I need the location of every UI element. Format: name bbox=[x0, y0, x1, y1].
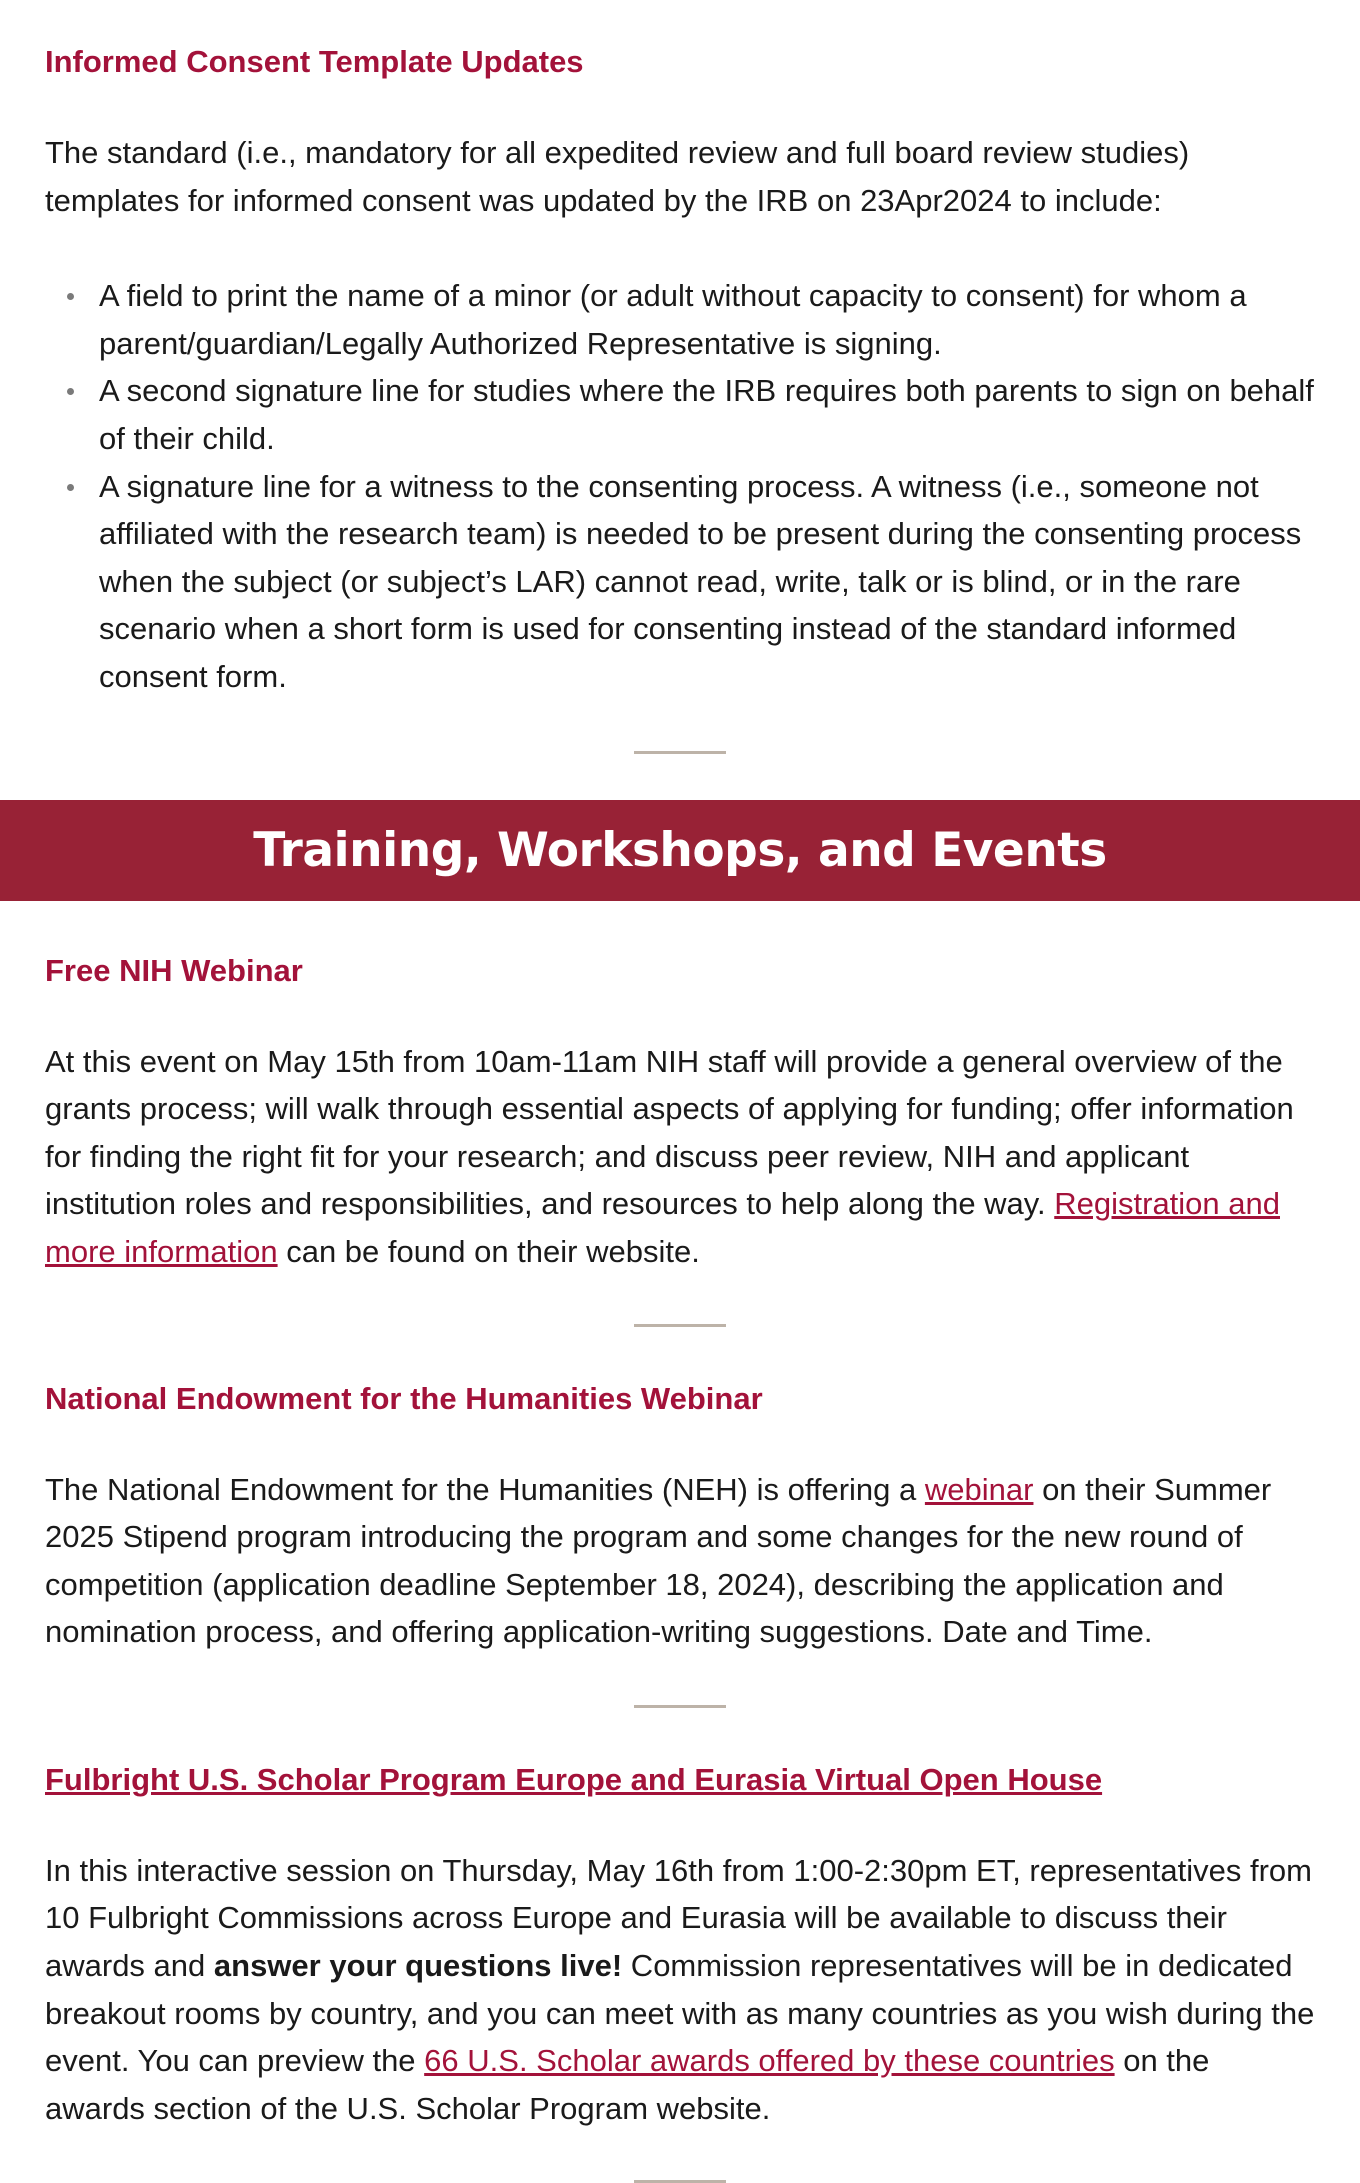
fulbright-bold-text: answer your questions live! bbox=[213, 1948, 623, 1984]
neh-before-link: The National Endowment for the Humanities (NEH) is offering a bbox=[45, 1471, 925, 1507]
neh-webinar-link[interactable]: webinar bbox=[924, 1471, 1034, 1507]
consent-bullet-list bbox=[45, 272, 1315, 700]
nih-heading: Free NIH Webinar bbox=[45, 952, 303, 988]
list-item: A field to print the name of a minor (or adult without capacity to consent) for whom a parent/guardian/Legally Authorized Representative is signing. bbox=[99, 272, 1315, 367]
fulbright-section bbox=[0, 1708, 1360, 2133]
neh-section bbox=[0, 1327, 1360, 1656]
consent-intro: The standard (i.e., mandatory for all expedited review and full board review studies) templates for informed consent was updated by the IRB on 23Apr2024 to include: bbox=[45, 135, 1190, 218]
fulbright-heading bbox=[45, 1760, 1315, 1800]
fulbright-after-bold: Commission representatives will be in dedicated breakout rooms by country, and you can meet with as many countries as you wish during the event. You can preview the bbox=[45, 1948, 1315, 2079]
neh-after-link: on their Summer 2025 Stipend program introducing the program and some changes for the new round of competition (application deadline September 18, 2024), describing the application and nomination process, and offering application-writing suggestions. Date and Time. bbox=[45, 1471, 1272, 1650]
list-item: A signature line for a witness to the consenting process. A witness (i.e., someone not affiliated with the research team) is needed to be present during the consenting process when the subject (or subject’s LAR) cannot read, write, talk or is blind, or in the rare scenario when a short form is used for consenting instead of the standard informed consent form. bbox=[99, 463, 1315, 701]
nih-body-text: At this event on May 15th from 10am-11am NIH staff will provide a general overview of the grants process; will walk through essential aspects of applying for funding; offer information for finding the right fit for your research; and discuss peer review, NIH and applicant institution roles and responsibilities, and resources to help along the way. bbox=[45, 1043, 1294, 1222]
section-banner bbox=[0, 800, 1360, 901]
neh-body bbox=[45, 1466, 1315, 1656]
fulbright-body bbox=[45, 1847, 1315, 2133]
nih-registration-link[interactable]: Registration and more information bbox=[45, 1186, 1280, 1269]
consent-section bbox=[0, 0, 1360, 701]
fulbright-after-link: on the awards section of the U.S. Scholar Program website. bbox=[45, 2043, 1210, 2126]
fulbright-heading-link[interactable]: Fulbright U.S. Scholar Program Europe and Eurasia Virtual Open House bbox=[45, 1761, 1103, 1797]
section-divider bbox=[634, 751, 726, 754]
consent-heading: Informed Consent Template Updates bbox=[45, 44, 584, 79]
fulbright-awards-link[interactable]: 66 U.S. Scholar awards offered by these countries bbox=[424, 2043, 1115, 2079]
banner-title: Training, Workshops, and Events bbox=[253, 822, 1107, 878]
list-item: A second signature line for studies where the IRB requires both parents to sign on behalf of their child. bbox=[99, 367, 1315, 462]
nih-body bbox=[45, 1038, 1315, 1276]
nih-section bbox=[0, 901, 1360, 1276]
fulbright-before-bold: In this interactive session on Thursday, May 16th from 1:00-2:30pm ET, representatives from 10 Fulbright Commissions across Europe and Eurasia will be available to discuss their awards and bbox=[45, 1852, 1312, 1984]
neh-heading: National Endowment for the Humanities Webinar bbox=[45, 1380, 763, 1416]
nih-after-link: can be found on their website. bbox=[277, 1233, 700, 1269]
